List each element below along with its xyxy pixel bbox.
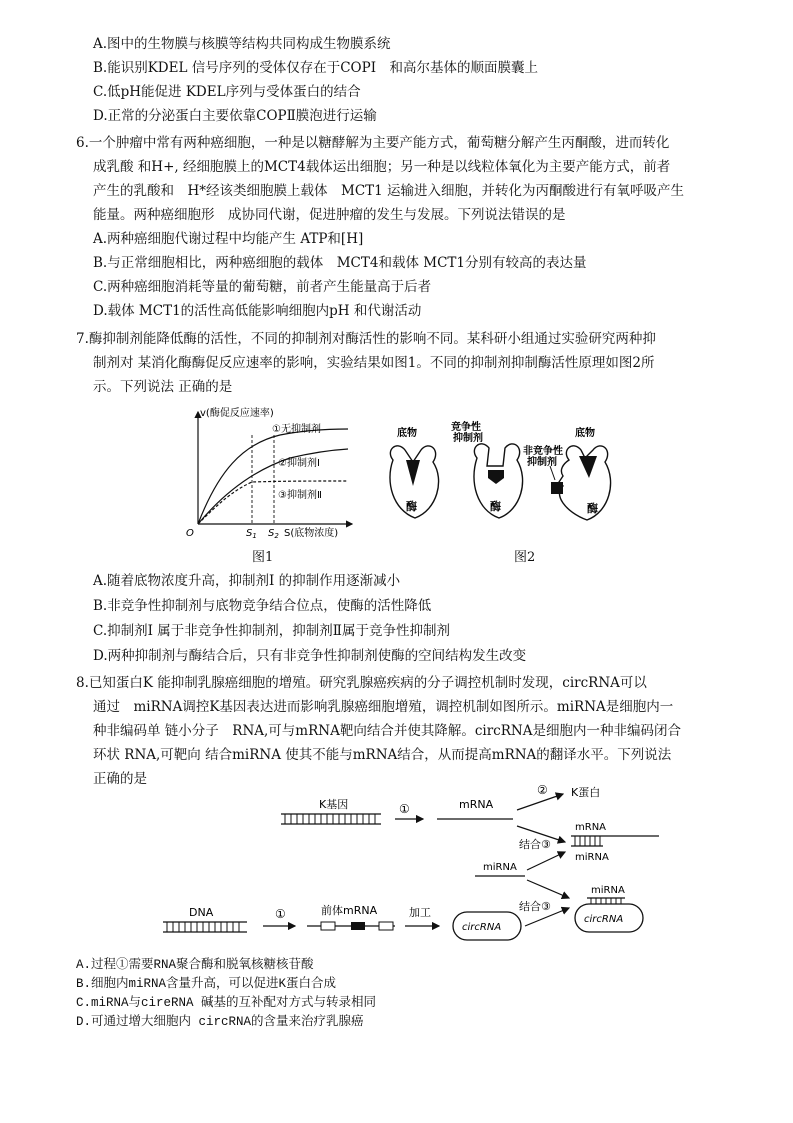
q7-option-b: B.非竞争性抑制剂与底物竞争结合位点，使酶的活性降低 bbox=[93, 598, 432, 614]
fig1-y-label: v(酶促反应速率) bbox=[200, 408, 274, 419]
q8-option-c: C.miRNA与cireRNA 碱基的互补配对方式与转录相同 bbox=[76, 996, 377, 1010]
fig1-label-curve-2: ②抑制剂Ⅰ bbox=[278, 458, 320, 469]
diagram-bind3a-label: 结合③ bbox=[519, 838, 551, 851]
figure-2-caption: 图2 bbox=[514, 550, 536, 565]
q8-regulation-diagram bbox=[155, 780, 675, 945]
diagram-mirna-on-circ-label: miRNA bbox=[591, 885, 625, 896]
figure-1-graph bbox=[180, 402, 360, 542]
figure-2-diagram bbox=[375, 410, 625, 540]
diagram-premrna-exon-2 bbox=[351, 922, 365, 930]
diagram-mrna-pair-label: mRNA bbox=[575, 822, 607, 833]
fig2-pointer-line bbox=[550, 466, 555, 480]
fig2-substrate-label-1: 底物 bbox=[397, 428, 417, 439]
q5-option-a: A.图中的生物膜与核膜等结构共同构成生物膜系统 bbox=[93, 36, 391, 52]
q8-option-a: A.过程①需要RNA聚合酶和脱氧核糖核苷酸 bbox=[76, 958, 314, 972]
diagram-circrna-label: circRNA bbox=[462, 922, 502, 933]
q7-stem-line-3: 示。下列说法 正确的是 bbox=[93, 379, 233, 395]
fig1-label-curve-3: ③抑制剂Ⅱ bbox=[278, 490, 322, 501]
q6-option-b: B.与正常细胞相比，两种癌细胞的载体 MCT4和载体 MCT1分别有较高的表达量 bbox=[93, 255, 587, 271]
q8-option-b: B.细胞内miRNA含量升高，可以促进K蛋白合成 bbox=[76, 977, 337, 991]
diagram-dna-ticks bbox=[167, 922, 239, 932]
fig2-noncompetitive-inhibitor bbox=[551, 482, 563, 494]
q8-stem-line-2: 通过 miRNA调控K基因表达进而影响乳腺癌细胞增殖，调控机制如图所示。miRNA是细胞内一 bbox=[93, 699, 674, 715]
q8-stem-line-3: 种非编码单 链小分子 RNA,可与mRNA靶向结合并使其降解。circRNA是细胞内一种非编码闭合 bbox=[93, 723, 681, 739]
diagram-mirna-mid-label: miRNA bbox=[483, 862, 517, 873]
q6-stem-line-2: 成乳酸 和H+, 经细胞膜上的MCT4载体运出细胞；另一种是以线粒体氧化为主要产能方式，前者 bbox=[93, 159, 671, 175]
fig2-substrate-label-3: 底物 bbox=[575, 428, 595, 439]
q7-stem-line-2: 制剂对 某消化酶酶促反应速率的影响，实验结果如图1。不同的抑制剂抑制酶活性原理如图2所 bbox=[93, 355, 655, 371]
diagram-step2: ② bbox=[537, 783, 548, 797]
q7-option-c: C.抑制剂I 属于非竞争性抑制剂，抑制剂Ⅱ属于竞争性抑制剂 bbox=[93, 623, 450, 639]
fig1-origin: O bbox=[186, 528, 194, 539]
q8-stem-line-4: 环状 RNA,可靶向 结合miRNA 使其不能与mRNA结合，从而提高mRNA的翻译水平。下列说法 bbox=[93, 747, 672, 763]
q5-option-c: C.低pH能促进 KDEL序列与受体蛋白的结合 bbox=[93, 84, 361, 100]
diagram-bind3b-label: 结合③ bbox=[519, 900, 551, 913]
diagram-step1b: ① bbox=[275, 907, 286, 921]
q6-option-c: C.两种癌细胞消耗等量的葡萄糖，前者产生能量高于后者 bbox=[93, 279, 432, 295]
figure-1-caption: 图1 bbox=[252, 550, 274, 565]
diagram-circrna2-label: circRNA bbox=[584, 914, 624, 925]
diagram-kgene-label: K基因 bbox=[319, 798, 349, 811]
q7-stem-line-1: 7.酶抑制剂能降低酶的活性，不同的抑制剂对酶活性的影响不同。某科研小组通过实验研究两种抑 bbox=[76, 331, 656, 347]
fig1-curve-3 bbox=[198, 481, 348, 524]
diagram-mrna-top-label: mRNA bbox=[459, 798, 494, 811]
diagram-kprotein-label: K蛋白 bbox=[571, 786, 601, 799]
q6-stem-line-4: 能量。两种癌细胞形 成协同代谢，促进肿瘤的发生与发展。下列说法错误的是 bbox=[93, 207, 566, 223]
fig1-s1: $S_1$ bbox=[246, 528, 257, 540]
q7-option-d: D.两种抑制剂与酶结合后，只有非竞争性抑制剂使酶的空间结构发生改变 bbox=[93, 648, 527, 664]
diagram-kgene-ticks bbox=[285, 814, 375, 824]
fig1-label-curve-1: ①无抑制剂 bbox=[272, 424, 321, 435]
q8-option-d: D.可通过增大细胞内 circRNA的含量来治疗乳腺癌 bbox=[76, 1015, 364, 1029]
q5-option-b: B.能识别KDEL 信号序列的受体仅存在于COPI 和高尔基体的顺面膜囊上 bbox=[93, 60, 539, 76]
fig2-enzyme-label-3: 酶 bbox=[587, 502, 598, 515]
diagram-premrna-exon-3 bbox=[379, 922, 393, 930]
fig2-enzyme-label-1: 酶 bbox=[406, 500, 417, 513]
fig2-competitive-label: 竞争性抑制剂 bbox=[451, 422, 483, 444]
diagram-dna-label: DNA bbox=[189, 906, 214, 919]
diagram-arrow-mirna-up bbox=[527, 852, 565, 870]
diagram-mirna-pair-label: miRNA bbox=[575, 852, 609, 863]
fig1-x-label: S(底物浓度) bbox=[284, 528, 339, 539]
q6-option-a: A.两种癌细胞代谢过程中均能产生 ATP和[H] bbox=[93, 231, 364, 247]
diagram-premrna-label: 前体mRNA bbox=[321, 904, 378, 917]
fig1-s2: $S_2$ bbox=[268, 528, 279, 540]
diagram-premrna-exon-1 bbox=[321, 922, 335, 930]
q5-option-d: D.正常的分泌蛋白主要依靠COPⅡ膜泡进行运输 bbox=[93, 108, 377, 124]
q6-stem-line-1: 6.一个肿瘤中常有两种癌细胞，一种是以糖酵解为主要产能方式，葡萄糖分解产生丙酮酸，进而转化 bbox=[76, 135, 670, 151]
q6-option-d: D.载体 MCT1的活性高低能影响细胞内pH 和代谢活动 bbox=[93, 303, 422, 319]
q6-stem-line-3: 产生的乳酸和 H*经该类细胞膜上载体 MCT1 运输进入细胞，并转化为丙酮酸进行有氧呼吸产生 bbox=[93, 183, 685, 199]
q8-stem-line-1: 8.已知蛋白K 能抑制乳腺癌细胞的增殖。研究乳腺癌疾病的分子调控机制时发现，circRNA可以 bbox=[76, 675, 647, 691]
diagram-pair-ticks bbox=[575, 836, 600, 846]
fig1-curve-2 bbox=[198, 449, 348, 524]
fig2-noncompetitive-label: 非竞争性抑制剂 bbox=[523, 446, 563, 468]
diagram-process-label: 加工 bbox=[409, 906, 431, 919]
q8-stem-line-5: 正确的是 bbox=[93, 771, 147, 787]
diagram-arrow-mirna-down bbox=[527, 880, 569, 898]
q7-option-a: A.随着底物浓度升高，抑制剂I 的抑制作用逐渐减小 bbox=[93, 573, 401, 589]
fig1-curve-1 bbox=[198, 429, 348, 524]
fig2-enzyme-label-2: 酶 bbox=[490, 500, 501, 513]
diagram-step1a: ① bbox=[399, 802, 410, 816]
